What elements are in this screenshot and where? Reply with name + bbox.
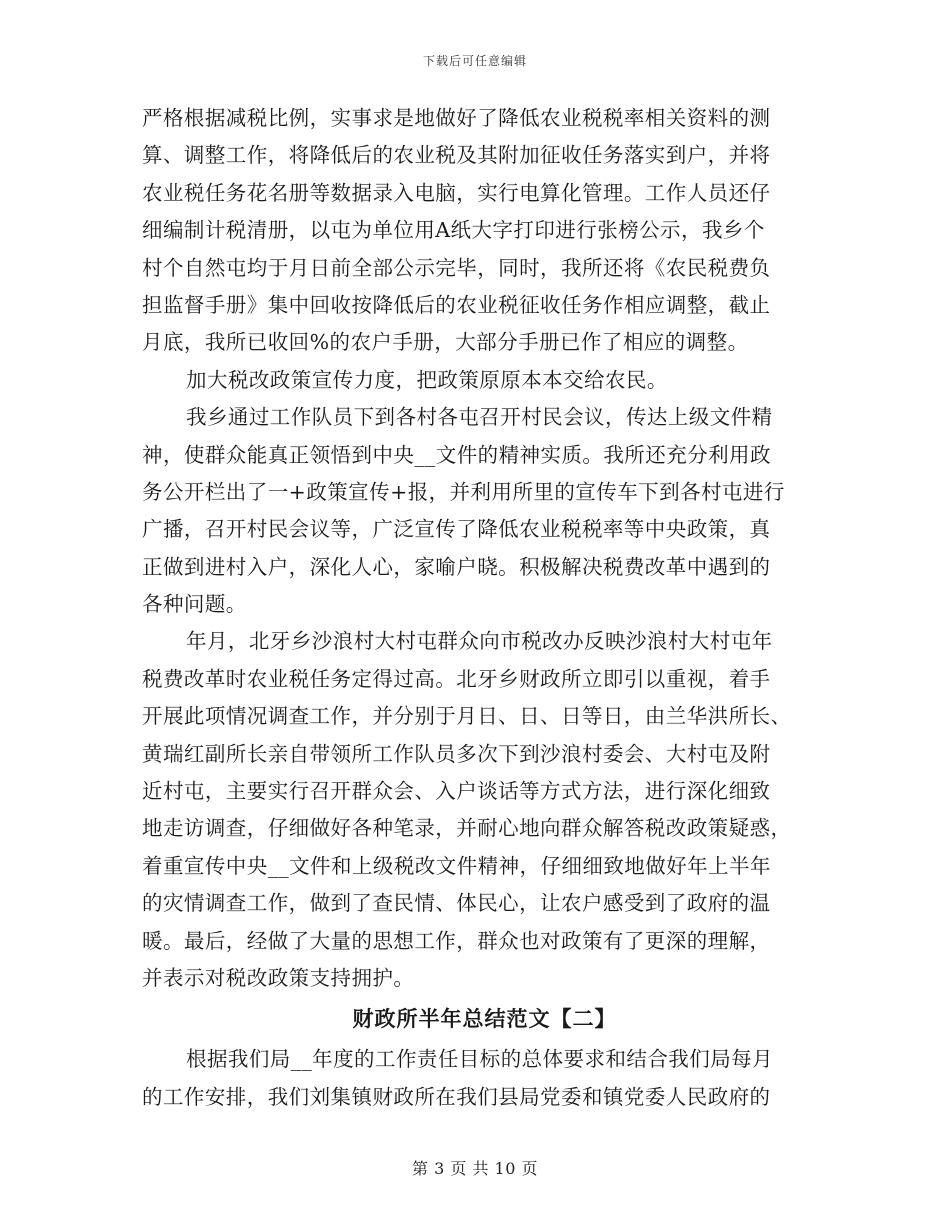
text-line: 担监督手册》集中回收按降低后的农业税征收任务作相应调整，截止	[142, 292, 771, 317]
text-line: 黄瑞红副所长亲自带领所工作队员多次下到沙浪村委会、大村屯及附	[142, 741, 771, 766]
text-line: 广播，召开村民会议等，广泛宣传了降低农业税税率等中央政策，真	[142, 517, 771, 542]
text-line: 务公开栏出了一+政策宣传+报，并利用所里的宣传车下到各村屯进行	[142, 479, 785, 504]
text-line: 月底，我所已收回%的农户手册，大部分手册已作了相应的调整。	[142, 330, 749, 355]
text-line: 村个自然屯均于月日前全部公示完毕，同时，我所还将《农民税费负	[142, 255, 771, 280]
text-line: 的灾情调查工作，做到了查民情、体民心，让农户感受到了政府的温	[142, 891, 771, 916]
text-line: 着重宣传中央__文件和上级税改文件精神，仔细细致地做好年上半年	[142, 853, 771, 878]
text-line: 近村屯，主要实行召开群众会、入户谈话等方式方法，进行深化细致	[142, 779, 771, 804]
paragraph-section-two-intro	[142, 1041, 807, 1116]
text-line: 年月，北牙乡沙浪村大村屯群众向市税改办反映沙浪村大村屯年	[186, 629, 773, 654]
text-line: 农业税任务花名册等数据录入电脑，实行电算化管理。工作人员还仔	[142, 180, 771, 205]
text-line: 细编制计税清册，以屯为单位用A纸大字打印进行张榜公示，我乡个	[142, 218, 765, 243]
section-heading: 财政所半年总结范文【二】	[352, 1006, 617, 1032]
document-body	[142, 100, 807, 1116]
page-number-footer: 第 3 页 共 10 页	[412, 1159, 538, 1178]
paragraph-publicity	[142, 399, 807, 623]
text-line: 暖。最后，经做了大量的思想工作，群众也对政策有了更深的理解，	[142, 928, 771, 953]
text-line: 加大税改政策宣传力度，把政策原原本本交给农民。	[186, 367, 668, 392]
text-line: 税费改革时农业税任务定得过高。北牙乡财政所立即引以重视，着手	[142, 666, 771, 691]
text-line: 地走访调查，仔细做好各种笔录，并耐心地向群众解答税改政策疑惑，	[142, 816, 792, 841]
text-line: 根据我们局__年度的工作责任目标的总体要求和结合我们局每月	[186, 1047, 774, 1072]
text-line: 并表示对税改政策支持拥护。	[142, 965, 415, 990]
text-line: 各种问题。	[142, 592, 247, 617]
text-line: 算、调整工作，将降低后的农业税及其附加征收任务落实到户，并将	[142, 143, 771, 168]
page-header-note: 下载后可任意编辑	[422, 54, 527, 68]
text-line: 正做到进村入户，深化人心，家喻户晓。积极解决税费改革中遇到的	[142, 554, 771, 579]
text-line: 神，使群众能真正领悟到中央__文件的精神实质。我所还充分利用政	[142, 442, 771, 467]
text-line: 我乡通过工作队员下到各村各屯召开村民会议，传达上级文件精	[186, 405, 773, 430]
paragraph-publicity-title	[142, 362, 807, 399]
text-line: 严格根据减税比例，实事求是地做好了降低农业税税率相关资料的测	[142, 106, 771, 130]
text-line: 的工作安排，我们刘集镇财政所在我们县局党委和镇党委人民政府的	[142, 1084, 771, 1109]
paragraph-tax-reduction	[142, 100, 807, 362]
paragraph-investigation	[142, 623, 807, 997]
text-line: 开展此项情况调查工作，并分别于月日、日、日等日，由兰华洪所长、	[142, 704, 792, 729]
